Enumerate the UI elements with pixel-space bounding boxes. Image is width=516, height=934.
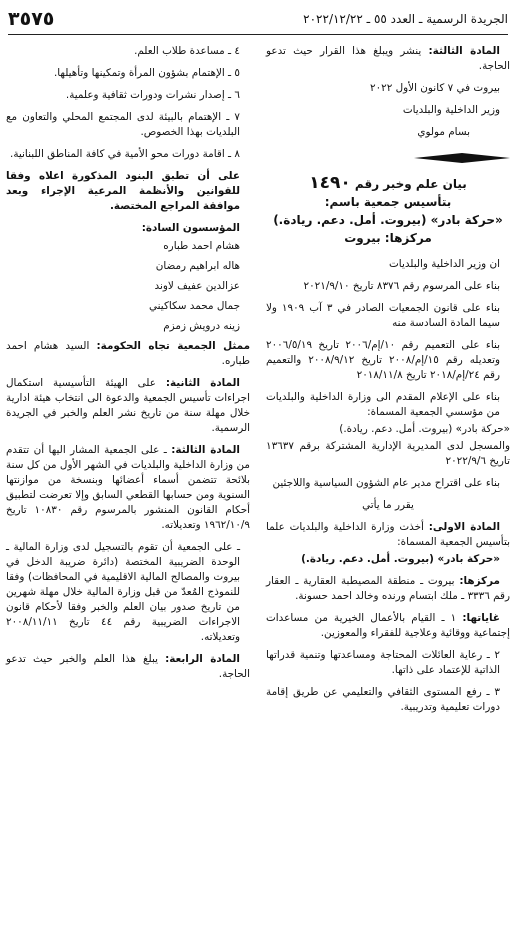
basis-3: بناء على التعميم رقم ١٠/إم/٢٠٠٦ تاريخ ٢٠٠٦/٥/١٩ وتعديله رقم ١٥/إم/٢٠٠٨ تاريخ ٢٠٠٨/٩/١٢ والتعميم رقم ٢٤/إم/٢٠١٨ تاريخ ٢٠١٨/١١/٨ (266, 339, 501, 381)
representative-text: السيد هشام احمد طباره. (6, 340, 250, 367)
basis-4-name: «حركة بادر» (بيروت. أمل. دعم. ريادة.) (339, 423, 510, 435)
goal-1: ١ ـ القيام بالأعمال الخيرية من مساعدات إجتماعية ووقائية وعلاجية للفقراء والمعوزين. (266, 612, 510, 639)
right-column (266, 44, 510, 722)
header-divider (8, 34, 508, 35)
goal-4: ٤ ـ مساعدة طلاب العلم. (134, 45, 240, 57)
statement-title-prefix: بيان علم وخبر رقم (354, 177, 467, 191)
hq-paragraph (266, 574, 510, 604)
decides-line: يقرر ما يأتي (362, 499, 414, 511)
statement-number: ١٤٩٠ (309, 173, 351, 193)
minister-line: ان وزير الداخلية والبلديات (389, 258, 500, 270)
basis-4: بناء على الإعلام المقدم الى وزارة الداخلية والبلديات من مؤسسي الجمعية المسماة: (266, 391, 500, 418)
signature-title: وزير الداخلية والبلديات (402, 104, 500, 116)
article-label: المادة الثالثة: (428, 45, 500, 57)
founder-item: هاله ابراهيم رمضان (155, 260, 240, 272)
statement-title (266, 174, 510, 193)
section-divider-ornament (414, 153, 510, 163)
goal-3: ٣ ـ رفع المستوى الثقافي والتعليمي عن طريق إقامة دورات تعليمية وتدريبية. (266, 686, 500, 713)
article-text: ـ على الجمعية المشار اليها أن تتقدم من وزارة الداخلية والبلديات في الشهر الأول من كل سنة بلائحة تتضمن أسماء أعضائها وبنسخة من موازنتها السنوية ومن حسابها القطعي السابق وإلا تعرضت لتطبيق أحكام القانون المنشور بالمرسوم رقم ١٠٨٣٠ تاريخ ١٩٦٢/١٠/٩ وتعديلاته. (6, 444, 251, 531)
goal-2: ٢ ـ رعاية العائلات المحتاجة ومساعدتها وتنمية قدراتها الذاتية للإعتماد على ذاتها. (266, 649, 500, 676)
article-text: ينشر ويبلغ هذا القرار حيث تدعو الحاجة. (266, 45, 510, 72)
goal-8: ٨ ـ اقامة دورات محو الأمية في كافة المناطق اللبنانية. (10, 148, 240, 160)
signature-name: بسام مولوي (417, 126, 470, 138)
hq-text: بيروت ـ منطقة المصيطبة العقارية ـ العقار رقم ٣٣٣٦ ـ ملك ابتسام ورنده وخالد احمد حسونة. (266, 575, 510, 602)
article1-name: «حركة بادر» (بيروت. أمل. دعم. ريادة.) (301, 553, 500, 565)
article3-paragraph (266, 44, 510, 74)
left-column (6, 44, 250, 689)
article1-paragraph (266, 520, 510, 550)
article-text: يبلغ هذا العلم والخبر حيث تدعو الحاجة. (6, 653, 250, 680)
article4-paragraph (6, 652, 250, 682)
article-label: المادة الاولى: (428, 521, 501, 533)
page-header (8, 8, 508, 32)
representative-label: ممثل الجمعية تجاه الحكومة: (96, 340, 251, 352)
goal-6: ٦ ـ إصدار نشرات ودورات ثقافية وعلمية. (65, 89, 240, 101)
basis-1: بناء على المرسوم رقم ٨٣٧٦ تاريخ ٢٠٢١/٩/١٠ (303, 280, 500, 292)
founder-item: زينه درويش زمزم (163, 320, 240, 332)
basis-4-registration: والمسجل لدى المديرية الإدارية المشتركة برقم ١٣٦٣٧ تاريخ ٢٠٢٢/٩/٦ (266, 440, 510, 467)
statement-name: «حركة بادر» (بيروت. أمل. دعم. ريادة.) (273, 213, 503, 227)
article3-left-paragraph (6, 443, 250, 533)
founder-item: هشام احمد طباره (163, 240, 240, 252)
article-label: المادة الثالثة: (171, 444, 240, 456)
goals-label: غاياتها: (462, 612, 501, 624)
statement-hq: مركزها: بيروت (344, 231, 432, 245)
article-label: المادة الرابعة: (165, 653, 240, 665)
article-text: أخذت وزارة الداخلية والبلديات علما بتأسيس الجمعية المسماة: (266, 521, 510, 548)
page-number: ٣٥٧٥ (8, 8, 55, 30)
compliance-paragraph: على أن تطبق البنود المذكورة اعلاه وفقا للقوانين والأنظمة المرعية الإجراء وبعد موافقة المراجع المختصة. (6, 170, 240, 212)
article-label: المادة الثانية: (165, 377, 240, 389)
signature-date: بيروت في ٧ كانون الأول ٢٠٢٢ (369, 82, 500, 94)
hq-label: مركزها: (459, 575, 500, 587)
representative-paragraph (6, 339, 250, 369)
finance-registration-paragraph: ـ على الجمعية أن تقوم بالتسجيل لدى وزارة المالية ـ الوحدة الضريبية المختصة (دائرة ضريبة الدخل في بيروت والمصالح المالية الاقليمية في المحافظات) وفقا للنموذج المُعدّ من قبل وزارة المالية خلال مهلة شهرين من تاريخ صدور بيان العلم والخبر وفقا لأحكام قانون الاجراءات الضريبية رقم ٤٤ تاريخ ٢٠٠٨/١١/١١ وتعديلاته. (6, 541, 241, 643)
founders-label: المؤسسون السادة: (141, 222, 240, 234)
article-text: على الهيئة التأسيسية استكمال اجراءات تأسيس الجمعية والدعوة الى انتخاب هيئة ادارية خلال مهلة سنة من تاريخ نشر العلم والخبر في الجريدة الرسمية. (6, 377, 250, 434)
goal-5: ٥ ـ الإهتمام بشؤون المرأة وتمكينها وتأهيلها. (53, 67, 240, 79)
goals-paragraph (266, 611, 510, 641)
basis-5: بناء على اقتراح مدير عام الشؤون السياسية واللاجئين (272, 477, 500, 489)
gazette-title: الجريدة الرسمية ـ العدد ٥٥ ـ ٢٠٢٢/١٢/٢٢ (303, 12, 508, 26)
statement-subtitle: بتأسيس جمعية باسم: (324, 195, 452, 209)
goal-7: ٧ ـ الإهتمام بالبيئة لدى المجتمع المحلي والتعاون مع البلديات بهذا الخصوص. (6, 111, 240, 138)
article2-paragraph (6, 376, 250, 436)
basis-2: بناء على قانون الجمعيات الصادر في ٣ آب ١٩٠٩ ولا سيما المادة السادسة منه (266, 302, 501, 329)
founder-item: عزالدين عفيف لاوند (154, 280, 240, 292)
founder-item: جمال محمد سكاكيني (149, 300, 240, 312)
